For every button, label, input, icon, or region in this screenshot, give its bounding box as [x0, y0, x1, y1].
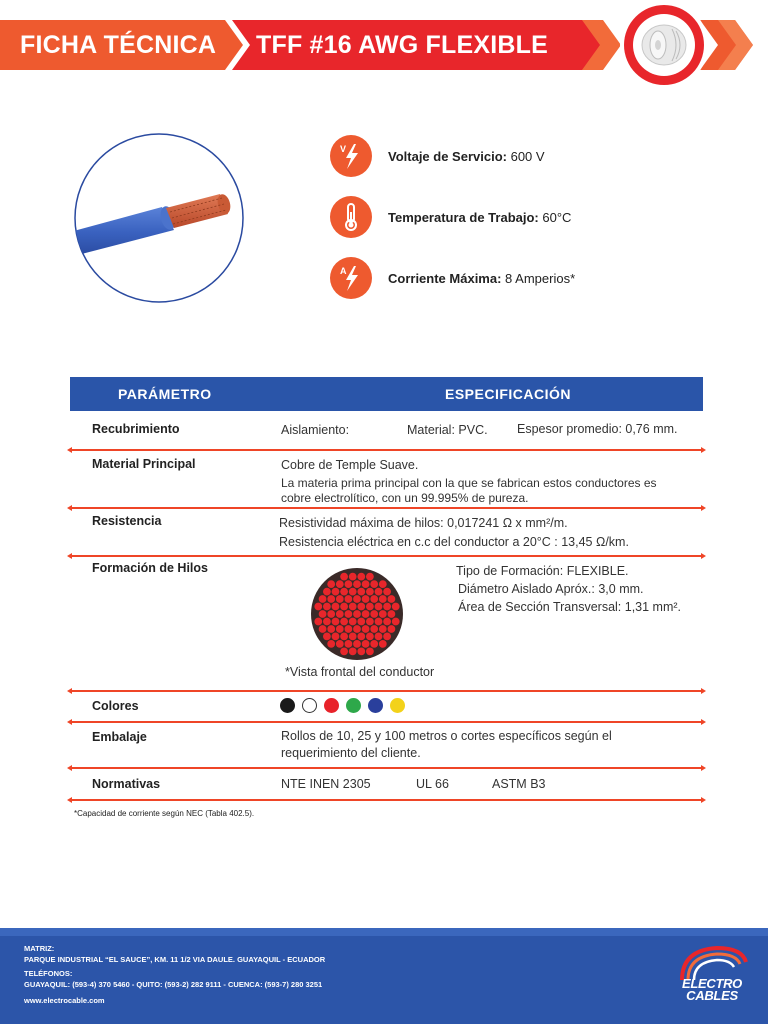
- strand-dot: [327, 610, 335, 618]
- strand-dot: [366, 633, 374, 641]
- strand-dot: [366, 588, 374, 596]
- row-divider: [70, 799, 703, 801]
- strand-dot: [379, 610, 387, 618]
- logo-line-1: ELECTRO: [681, 976, 742, 991]
- color-swatch: [390, 698, 405, 713]
- row-label-formacion: Formación de Hilos: [92, 561, 208, 575]
- strand-dot: [379, 625, 387, 633]
- strand-dot: [357, 618, 365, 626]
- strand-dot: [319, 595, 327, 603]
- strand-dot: [340, 588, 348, 596]
- strand-dot: [392, 603, 400, 611]
- strand-dot: [357, 633, 365, 641]
- strand-dot: [379, 595, 387, 603]
- diametro-text: Diámetro Aislado Apróx.: 3,0 mm.: [458, 582, 644, 596]
- strand-dot: [327, 580, 335, 588]
- strand-dot: [349, 588, 357, 596]
- strand-dot: [340, 648, 348, 656]
- strand-dot: [353, 610, 361, 618]
- strand-dot: [323, 618, 331, 626]
- strand-dot: [340, 603, 348, 611]
- strand-dot: [345, 610, 353, 618]
- strand-dot: [370, 610, 378, 618]
- logo-wordmark: [676, 978, 748, 1002]
- row-label-colores: Colores: [92, 699, 139, 713]
- color-swatches: [280, 698, 405, 713]
- norma-astm: ASTM B3: [492, 777, 546, 791]
- strand-dot: [340, 618, 348, 626]
- svg-text:A: A: [340, 266, 347, 276]
- conductor-caption: *Vista frontal del conductor: [285, 665, 435, 679]
- temperature-value: 60°C: [542, 209, 572, 225]
- strand-dot: [357, 603, 365, 611]
- resistividad-text: Resistividad máxima de hilos: 0,017241 Ω x mm²/m.: [279, 516, 568, 530]
- strand-dot: [362, 580, 370, 588]
- strand-dot: [349, 633, 357, 641]
- strand-dot: [383, 618, 391, 626]
- espesor-text: Espesor promedio: 0,76 mm.: [517, 422, 678, 436]
- thermometer-icon: [330, 196, 372, 238]
- strand-dot: [353, 640, 361, 648]
- row-label-material: Material Principal: [92, 457, 196, 471]
- strand-dot: [370, 580, 378, 588]
- strand-dot: [366, 573, 374, 581]
- material-line-2: La materia prima principal con la que se fabrican estos conductores es: [281, 476, 657, 490]
- strand-dot: [375, 633, 383, 641]
- color-swatch: [346, 698, 361, 713]
- tipo-formacion-text: Tipo de Formación: FLEXIBLE.: [456, 564, 629, 578]
- strand-dot: [366, 618, 374, 626]
- strand-dot: [388, 595, 396, 603]
- material-line-3: cobre electrolítico, con un 99.995% de pureza.: [281, 491, 529, 505]
- strand-dot: [353, 595, 361, 603]
- resistencia-electrica-text: Resistencia eléctrica en c.c del conductor a 20°C : 13,45 Ω/km.: [279, 535, 629, 549]
- strand-dot: [340, 633, 348, 641]
- strand-dot: [375, 588, 383, 596]
- strand-dot: [349, 648, 357, 656]
- strand-dot: [332, 633, 340, 641]
- strand-dot: [327, 595, 335, 603]
- column-header-specification: ESPECIFICACIÓN: [445, 386, 572, 402]
- footer-telefonos-label: TELÉFONOS:: [24, 969, 73, 978]
- temperature-label: Temperatura de Trabajo:: [388, 209, 539, 225]
- header-title-right: TFF #16 AWG FLEXIBLE: [256, 31, 548, 59]
- strand-dot: [332, 603, 340, 611]
- strand-dot: [370, 625, 378, 633]
- strand-dot: [336, 640, 344, 648]
- voltage-label: Voltaje de Servicio:: [388, 148, 507, 164]
- strand-dot: [332, 618, 340, 626]
- current-value: 8 Amperios*: [505, 270, 576, 286]
- row-divider: [70, 767, 703, 769]
- strand-dot: [323, 603, 331, 611]
- footer-matriz-label: MATRIZ:: [24, 944, 55, 953]
- strand-dot: [336, 580, 344, 588]
- voltage-icon: [330, 135, 372, 177]
- current-icon: [330, 257, 372, 299]
- svg-text:V: V: [340, 144, 347, 154]
- strand-dot: [323, 588, 331, 596]
- color-swatch: [368, 698, 383, 713]
- footer-stripe: [0, 928, 768, 936]
- color-swatch: [324, 698, 339, 713]
- strand-dot: [327, 640, 335, 648]
- strand-dot: [323, 633, 331, 641]
- strand-dot: [366, 603, 374, 611]
- strand-dot: [353, 580, 361, 588]
- conductor-strands-diagram: [307, 566, 407, 662]
- strand-dot: [362, 640, 370, 648]
- material-pvc-text: Material: PVC.: [407, 423, 488, 437]
- strand-dot: [314, 603, 322, 611]
- strand-dot: [327, 625, 335, 633]
- footer-matriz-address: PARQUE INDUSTRIAL “EL SAUCE”, KM. 11 1/2 VIA DAULE. GUAYAQUIL - ECUADOR: [24, 955, 326, 964]
- cable-illustration: [70, 132, 248, 304]
- embalaje-line-1: Rollos de 10, 25 y 100 metros o cortes específicos según el: [281, 729, 612, 743]
- footer-website-link[interactable]: www.electrocable.com: [24, 996, 105, 1005]
- row-divider: [70, 449, 703, 451]
- strand-dot: [370, 595, 378, 603]
- strand-dot: [383, 603, 391, 611]
- strand-dot: [345, 640, 353, 648]
- row-label-embalaje: Embalaje: [92, 730, 147, 744]
- column-header-parameter: PARÁMETRO: [118, 386, 212, 402]
- strand-dot: [383, 588, 391, 596]
- norma-inen: NTE INEN 2305: [281, 777, 371, 791]
- current-label: Corriente Máxima:: [388, 270, 502, 286]
- norma-ul: UL 66: [416, 777, 449, 791]
- row-label-resistencia: Resistencia: [92, 514, 162, 528]
- strand-dot: [370, 640, 378, 648]
- strand-dot: [353, 625, 361, 633]
- strand-dot: [383, 633, 391, 641]
- row-label-normativas: Normativas: [92, 777, 161, 791]
- voltage-spec: [330, 134, 545, 178]
- aislamiento-text: Aislamiento:: [281, 423, 350, 437]
- row-divider: [70, 690, 703, 692]
- strand-dot: [379, 580, 387, 588]
- embalaje-line-2: requerimiento del cliente.: [281, 746, 421, 760]
- header-title-left: FICHA TÉCNICA: [20, 31, 217, 59]
- row-label-recubrimiento: Recubrimiento: [92, 422, 180, 436]
- strand-dot: [366, 648, 374, 656]
- strand-dot: [336, 625, 344, 633]
- current-spec: [330, 256, 575, 300]
- strand-dot: [379, 640, 387, 648]
- voltage-value: 600 V: [510, 148, 545, 164]
- table-header: [70, 377, 703, 411]
- strand-dot: [349, 573, 357, 581]
- area-seccion-text: Área de Sección Transversal: 1,31 mm².: [458, 600, 682, 614]
- strand-dot: [345, 625, 353, 633]
- strand-dot: [362, 610, 370, 618]
- material-line-1: Cobre de Temple Suave.: [281, 458, 419, 472]
- row-divider: [70, 555, 703, 557]
- strand-dot: [332, 588, 340, 596]
- strand-dot: [319, 625, 327, 633]
- strand-dot: [375, 618, 383, 626]
- header-banner: [0, 0, 768, 95]
- temperature-spec: [330, 195, 571, 239]
- strand-dot: [349, 603, 357, 611]
- strand-dot: [349, 618, 357, 626]
- strand-dot: [357, 648, 365, 656]
- footnote: *Capacidad de corriente según NEC (Tabla 402.5).: [74, 809, 255, 818]
- strand-dot: [357, 573, 365, 581]
- strand-dot: [388, 610, 396, 618]
- color-swatch: [280, 698, 295, 713]
- strand-dot: [357, 588, 365, 596]
- footer: [0, 928, 768, 1024]
- strand-dot: [388, 625, 396, 633]
- strand-dot: [336, 610, 344, 618]
- spool-icon: [642, 25, 686, 65]
- strand-dot: [392, 618, 400, 626]
- row-divider: [70, 507, 703, 509]
- strand-dot: [319, 610, 327, 618]
- strand-dot: [336, 595, 344, 603]
- footer-telefonos: GUAYAQUIL: (593-4) 370 5460 - QUITO: (593-2) 282 9111 - CUENCA: (593-7) 280 3251: [24, 980, 323, 989]
- row-divider: [70, 721, 703, 723]
- strand-dot: [340, 573, 348, 581]
- strand-dot: [314, 618, 322, 626]
- strand-dot: [345, 580, 353, 588]
- logo-line-2: CABLES: [686, 988, 738, 1003]
- strand-dot: [345, 595, 353, 603]
- color-swatch: [302, 698, 317, 713]
- strand-dot: [362, 625, 370, 633]
- strand-dot: [375, 603, 383, 611]
- strand-dot: [362, 595, 370, 603]
